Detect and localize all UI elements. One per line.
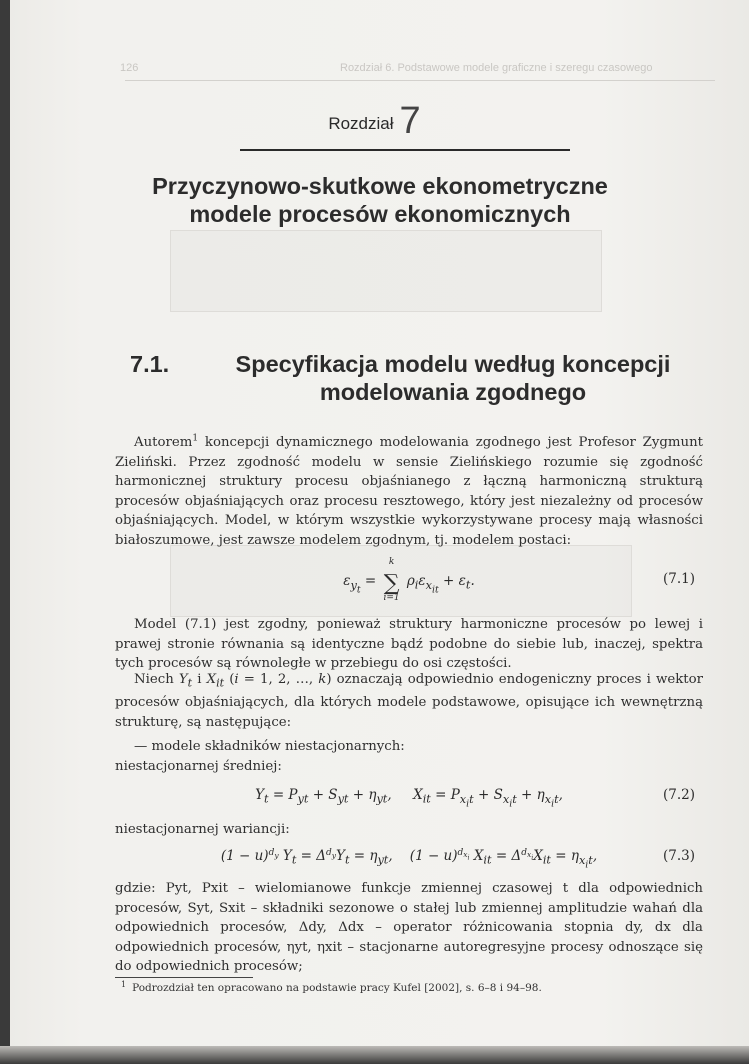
- equation-7-1: [115, 557, 703, 603]
- paragraph-3-start: Niech: [134, 672, 179, 687]
- paragraph-1-start: Autorem: [134, 435, 193, 450]
- scan-edge-bottom: [0, 1046, 749, 1064]
- paragraph-4: gdzie: Pyt, Pxit – wielomianowe funkcje zmiennej czasowej t dla odpowiednich procesów, Syt, Sxit – składniki sezonowe o stałej lub zmiennej amplitudzie wahań dla odpowiednich procesów, Δdy, Δdx – operator różnicowania stopnia dy, dx dla odpowiednich procesów, ηyt, ηxit – stacjonarne autoregresyjne procesy odnoszące się do odpowiednich procesów;: [115, 881, 703, 974]
- equation-7-1-body: $\varepsilon_{y_t}$ = k ∑ i=1 $\rho_i\varepsilon_{x_{it}} + \varepsilon_t$.: [343, 557, 475, 603]
- equation-7-1-number: (7.1): [662, 571, 695, 587]
- footnote-mark: 1: [192, 433, 199, 444]
- footnote-rule: [115, 977, 253, 978]
- equation-7-2: [115, 787, 703, 811]
- equation-7-2-number: (7.2): [662, 787, 695, 803]
- bleed-running-head: Rozdział 6. Podstawowe modele graficzne i szeregu czasowego: [340, 62, 653, 74]
- bleed-header-rule: [125, 80, 715, 81]
- chapter-rule: [240, 149, 570, 151]
- footnote: [121, 979, 703, 994]
- scan-edge-left: [0, 0, 10, 1064]
- section-title-line2: modelowania zgodnego: [319, 379, 587, 405]
- chapter-title-line1: Przyczynowo-skutkowe ekonometryczne: [152, 173, 608, 199]
- section-heading: [110, 350, 718, 406]
- chapter-number: 7: [399, 100, 421, 142]
- list-subitem-mean: niestacjonarnej średniej:: [115, 759, 282, 774]
- section-number: 7.1.: [130, 351, 170, 377]
- paragraph-3: Niech $Y_t$ i $X_{it}$ (i = 1, 2, …, k) oznaczają odpowiednio endogeniczny proces i wektor procesów objaśniających, dla których modele podstawowe, opisujące ich wewnętrzną strukturę, są następujące:: [115, 672, 703, 730]
- chapter-title-line2: modele procesów ekonomicznych: [189, 201, 571, 227]
- bleed-figure-1: [170, 230, 602, 312]
- section-title-line1: Specyfikacja modelu według koncepcji: [235, 351, 671, 377]
- chapter-label-text: Rozdział: [328, 114, 394, 133]
- list-subitem-variance: niestacjonarnej wariancji:: [115, 822, 290, 837]
- chapter-title: [90, 172, 670, 228]
- bleed-page-number: 126: [120, 62, 139, 74]
- equation-7-3: [115, 848, 703, 872]
- list-item-nonstationary: — modele składników niestacjonarnych:: [134, 739, 405, 754]
- equation-7-3-body: $(1 - u)^{d_y}$ $Y_t = \Delta^{d_y}Y_t = \eta_{yt}$, $(1 - u)^{d_{x_i}}$ $X_{it} = \Delta^{d_{x_i}}X_{it} = \eta_{x_it}$,: [220, 847, 598, 870]
- paragraph-3-rest: oznaczają odpowiednio endogeniczny proces i wektor procesów objaśniających, dla których modele podstawowe, opisujące ich wewnętrzną strukturę, są następujące:: [115, 672, 703, 730]
- equation-7-3-number: (7.3): [662, 848, 695, 864]
- footnote-text: Podrozdział ten opracowano na podstawie pracy Kufel [2002], s. 6–8 i 94–98.: [132, 982, 542, 994]
- footnote-number: 1: [121, 979, 127, 989]
- paragraph-2: Model (7.1) jest zgodny, ponieważ struktury harmoniczne procesów po lewej i prawej stronie równania są identyczne bądź podobne do siebie lub, inaczej, spektra tych procesów są równoległe w przebiegu do osi częstości.: [115, 617, 703, 671]
- paragraph-1-rest: koncepcji dynamicznego modelowania zgodnego jest Profesor Zygmunt Zieliński. Przez zgodność modelu w sensie Zielińskiego rozumie się zgodność harmonicznej struktury procesu objaśnianego z łączną harmoniczną strukturą procesów objaśniających oraz procesu resztowego, który jest niezależny od procesów objaśniających. Model, w którym wszystkie wykorzystywane procesy mają własności białoszumowe, jest zawsze modelem zgodnym, tj. modelem postaci:: [115, 435, 703, 548]
- paragraph-1: [115, 433, 703, 550]
- chapter-label: [0, 100, 749, 143]
- equation-7-2-body: $Y_t = P_{yt} + S_{yt} + \eta_{yt}$, $X_{it} = P_{x_it} + S_{x_it} + \eta_{x_it}$,: [255, 787, 563, 809]
